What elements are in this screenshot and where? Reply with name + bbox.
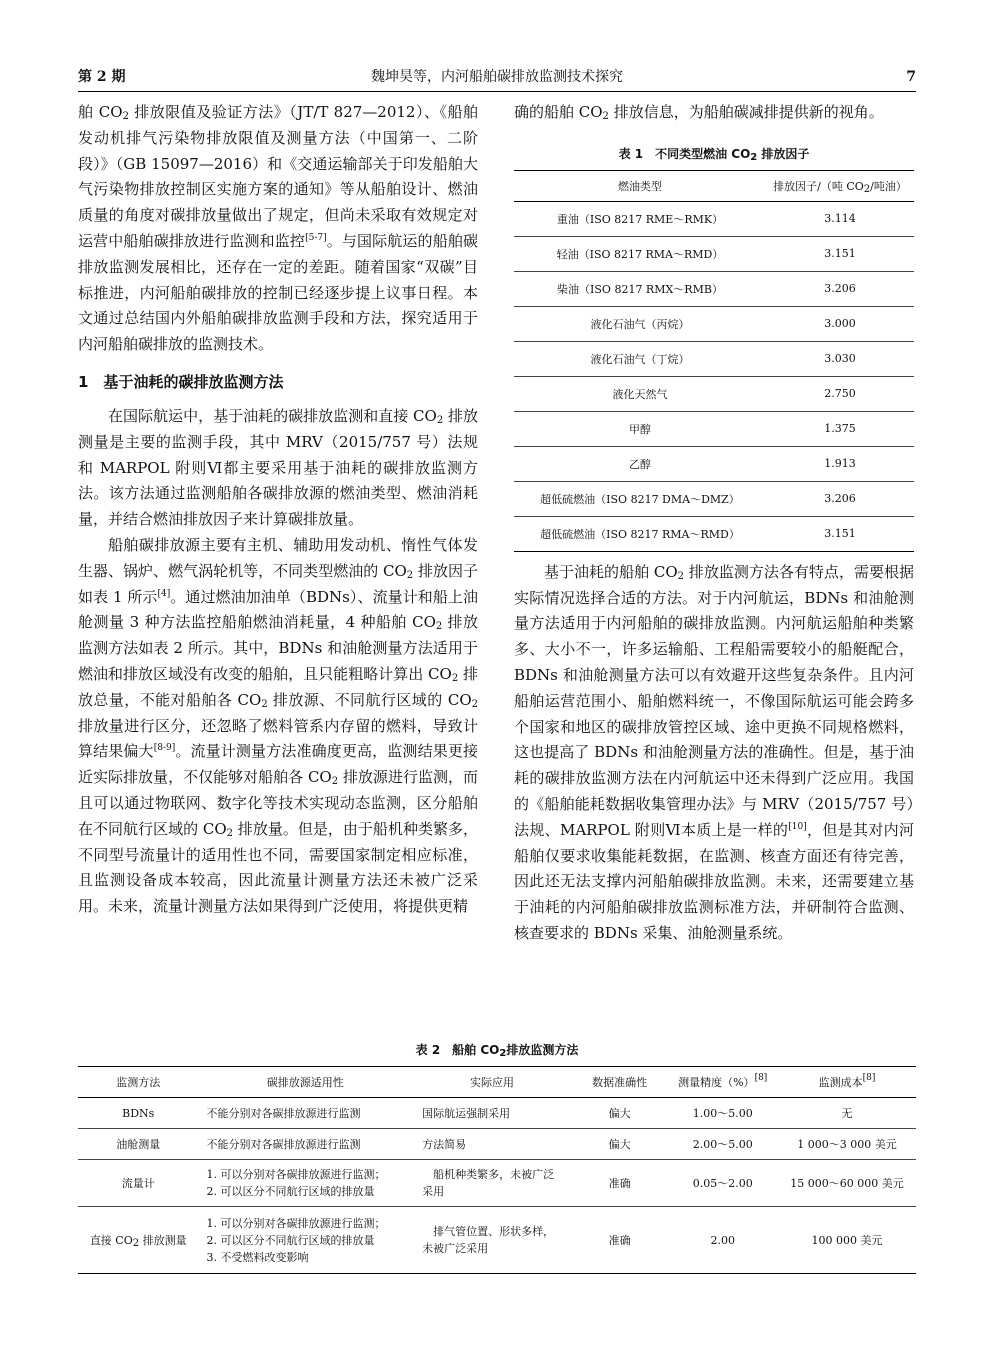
- left-column: [78, 100, 478, 920]
- application-cell: 国际航运强制采用: [412, 1098, 572, 1129]
- table-row: [78, 1160, 916, 1207]
- precision-cell: 0.05～2.00: [667, 1160, 778, 1207]
- table-header: 测量精度（%）[8]: [667, 1067, 778, 1098]
- table-header: 监测成本[8]: [778, 1067, 916, 1098]
- table-header: 实际应用: [412, 1067, 572, 1098]
- method-cell: 流量计: [78, 1160, 198, 1207]
- citation: [8-9]: [153, 743, 176, 754]
- precision-cell: 1.00～5.00: [667, 1098, 778, 1129]
- table-row: [78, 1207, 916, 1274]
- cost-cell: 无: [778, 1098, 916, 1129]
- table-row: [514, 376, 914, 411]
- source-applicability-cell: 1. 可以分别对各碳排放源进行监测； 2. 可以区分不同航行区域的排放量 3. 不受燃料改变影响: [206, 1216, 386, 1264]
- table1-emission-factors: [514, 170, 914, 552]
- emission-factor-cell: 3.000: [766, 306, 914, 341]
- accuracy-cell: 偏大: [572, 1098, 668, 1129]
- fuel-type-cell: 液化天然气: [514, 376, 766, 411]
- emission-factor-cell: 1.913: [766, 446, 914, 481]
- table-row: [514, 516, 914, 551]
- application-cell: 船机种类繁多，未被广泛 采用: [412, 1160, 572, 1207]
- source-applicability-cell: 1. 可以分别对各碳排放源进行监测； 2. 可以区分不同航行区域的排放量: [198, 1160, 412, 1207]
- table-header: 碳排放源适用性: [198, 1067, 412, 1098]
- table-row: [514, 271, 914, 306]
- paragraph: 船舶碳排放源主要有主机、辅助用发动机、惰性气体发生器、锅炉、燃气涡轮机等，不同类型燃油的 $CO_2$ 排放因子如表 1 所示[4]。通过燃油加油单（BDNs）、流量计和船上油舱测量 3 种方法监控船舶燃油消耗量，4 种船舶 $CO_2$ 排放监测方法如表 2 所示。其中，BDNs 和油舱测量方法适用于燃油和排放区域没有改变的船舶，且只能粗略计算出 $CO_2$ 排放总量，不能对船舶各 $CO_2$ 排放源、不同航行区域的 $CO_2$ 排放量进行区分，还忽略了燃料管系内存留的燃料，导致计算结果偏大[8-9]。流量计测量方法准确度更高，监测结果更接近实际排放量，不仅能够对船舶各 $CO_2$ 排放源进行监测，而且可以通过物联网、数字化等技术实现动态监测，区分船舶在不同航行区域的 $CO_2$ 排放量。但是，由于船机种类繁多，不同型号流量计的适用性也不同，需要国家制定相应标准，且监测设备成本较高，因此流量计测量方法还未被广泛采用。未来，流量计测量方法如果得到广泛使用，将提供更精: [78, 535, 479, 916]
- paragraph: 在国际航运中，基于油耗的碳排放监测和直接 $CO_2$ 排放测量是主要的监测手段，其中 MRV（2015/757 号）法规和 MARPOL 附则Ⅵ都主要采用基于油耗的碳排放监测方法。该方法通过监测船舶各碳排放源的燃油类型、燃油消耗量，并结合燃油排放因子来计算碳排放量。: [78, 406, 478, 529]
- fuel-type-cell: 液化石油气（丙烷）: [514, 306, 766, 341]
- application-cell: 排气管位置、形状多样， 未被广泛采用: [422, 1225, 555, 1255]
- table-row: [78, 1098, 916, 1129]
- table2-caption: 表 2 船舶 $CO_2$排放监测方法: [415, 1043, 579, 1059]
- application-cell: 方法简易: [412, 1129, 572, 1160]
- emission-factor-cell: 3.151: [766, 236, 914, 271]
- citation: [4]: [157, 588, 171, 599]
- table-row: [514, 446, 914, 481]
- emission-factor-cell: 3.206: [766, 271, 914, 306]
- fuel-type-cell: 液化石油气（丁烷）: [514, 341, 766, 376]
- method-cell: 油舱测量: [78, 1129, 198, 1160]
- emission-factor-cell: 2.750: [766, 376, 914, 411]
- table-row: [514, 306, 914, 341]
- table-row: [514, 411, 914, 446]
- paragraph: 舶 $CO_2$ 排放限值及验证方法》（JT/T 827—2012）、《船舶发动机排气污染物排放限值及测量方法（中国第一、二阶段）》（GB 15097—2016）和《交通运输部关于印发船舶大气污染物排放控制区实施方案的通知》等从船舶设计、燃油质量的角度对碳排放量做出了规定，但尚未采取有效规定对运营中船舶碳排放进行监测和监控[5-7]。与国际航运的船舶碳排放监测发展相比，还存在一定的差距。随着国家“双碳”目标推进，内河船舶碳排放的控制已经逐步提上议事日程。本文通过总结国内外船舶碳排放监测手段和方法，探究适用于内河船舶碳排放的监测技术。: [78, 103, 478, 354]
- precision-cell: 2.00～5.00: [667, 1129, 778, 1160]
- accuracy-cell: 准确: [572, 1160, 668, 1207]
- table-row: [514, 201, 914, 236]
- table-header: 排放因子/（吨 $CO_2/$吨油）: [766, 170, 914, 201]
- emission-factor-cell: 3.114: [766, 201, 914, 236]
- issue-number: 第 2 期: [78, 69, 126, 85]
- paragraph: 确的船舶 $CO_2$ 排放信息，为船舶碳减排提供新的视角。: [514, 103, 884, 122]
- table-header: 监测方法: [78, 1067, 198, 1098]
- emission-factor-cell: 1.375: [766, 411, 914, 446]
- method-cell: BDNs: [78, 1098, 198, 1129]
- accuracy-cell: 准确: [608, 1233, 631, 1247]
- precision-cell: 2.00: [710, 1233, 735, 1247]
- table-row: [514, 481, 914, 516]
- section-heading: 1 基于油耗的碳排放监测方法: [78, 372, 284, 391]
- fuel-type-cell: 重油（ISO 8217 RME～RMK）: [514, 201, 766, 236]
- source-applicability-cell: 不能分别对各碳排放源进行监测: [198, 1129, 412, 1160]
- table1-caption: 表 1 不同类型燃油 $CO_2$ 排放因子: [618, 146, 810, 163]
- emission-factor-cell: 3.151: [824, 527, 856, 541]
- method-cell: 直接 $CO_2$ 排放测量: [89, 1233, 187, 1249]
- page-number: 7: [906, 69, 916, 85]
- table-header: 数据准确性: [572, 1067, 668, 1098]
- fuel-type-cell: 甲醇: [514, 411, 766, 446]
- table-header: 燃油类型: [514, 170, 766, 201]
- page-header: [78, 63, 916, 92]
- accuracy-cell: 偏大: [572, 1129, 668, 1160]
- cost-cell: 1 000～3 000 美元: [778, 1129, 916, 1160]
- citation: [5-7]: [305, 232, 327, 243]
- table2-monitoring-methods: [78, 1066, 916, 1274]
- paragraph: 基于油耗的船舶 $CO_2$ 排放监测方法各有特点，需要根据实际情况选择合适的方法。对于内河航运，BDNs 和油舱测量方法适用于内河船舶的碳排放监测。内河航运船舶种类繁多、大小不一，许多运输船、工程船需要较小的船艇配合，BDNs 和油舱测量方法可以有效避开这些复杂条件。且内河船舶运营范围小、船舶燃料统一，不像国际航运可能会跨多个国家和地区的碳排放管控区域、途中更换不同规格燃料，这也提高了 BDNs 和油舱测量方法的准确性。但是，基于油耗的碳排放监测方法在内河航运中还未得到广泛应用。我国的《船舶能耗数据收集管理办法》与 MRV（2015/757 号）法规、MARPOL 附则Ⅵ本质上是一样的[10]，但是其对内河船舶仅要求收集能耗数据，在监测、核查方面还有待完善，因此还无法支撑内河船舶碳排放监测。未来，还需要建立基于油耗的内河船舶碳排放监测标准方法，并研制符合监测、核查要求的 BDNs 采集、油舱测量系统。: [514, 562, 914, 942]
- fuel-type-cell: 轻油（ISO 8217 RMA～RMD）: [514, 236, 766, 271]
- citation: [10]: [788, 821, 807, 832]
- fuel-type-cell: 乙醇: [514, 446, 766, 481]
- fuel-type-cell: 超低硫燃油（ISO 8217 RMA～RMD）: [540, 527, 740, 541]
- source-applicability-cell: 不能分别对各碳排放源进行监测: [198, 1098, 412, 1129]
- emission-factor-cell: 3.206: [766, 481, 914, 516]
- table2-block: [78, 1042, 916, 1274]
- right-column: [514, 100, 914, 947]
- table-row: [514, 341, 914, 376]
- emission-factor-cell: 3.030: [766, 341, 914, 376]
- running-title: 魏坤昊等，内河船舶碳排放监测技术探究: [371, 69, 623, 85]
- cost-cell: 15 000～60 000 美元: [778, 1160, 916, 1207]
- cost-cell: 100 000 美元: [811, 1233, 883, 1247]
- table-row: [514, 236, 914, 271]
- fuel-type-cell: 超低硫燃油（ISO 8217 DMA～DMZ）: [514, 481, 766, 516]
- table-row: [78, 1129, 916, 1160]
- fuel-type-cell: 柴油（ISO 8217 RMX～RMB）: [514, 271, 766, 306]
